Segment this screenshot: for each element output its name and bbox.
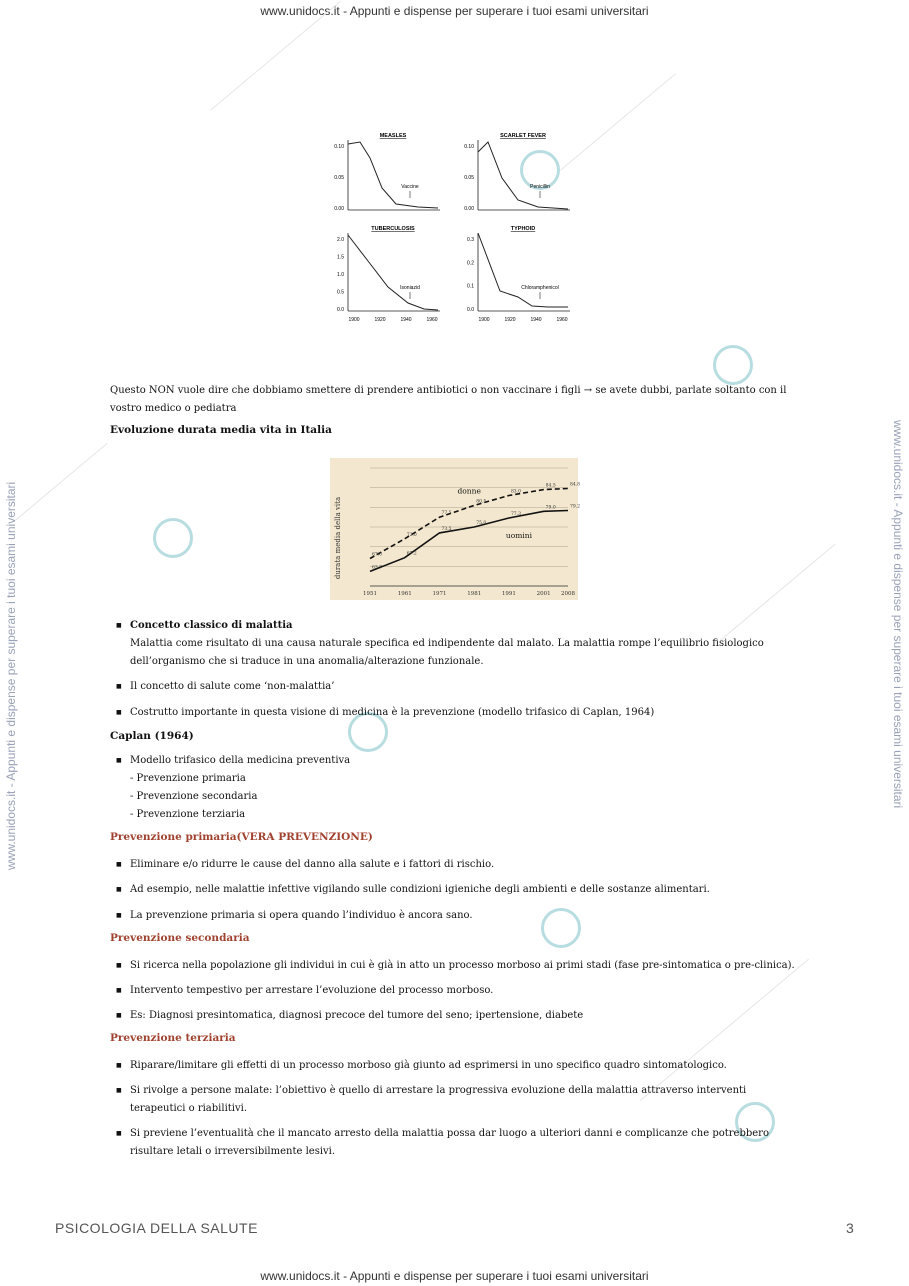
watermark-top: www.unidocs.it - Appunti e dispense per superare i tuoi esami universitari xyxy=(260,4,649,18)
heading-prevenzione-secondaria: Prevenzione secondaria xyxy=(110,932,250,944)
panel-y-tick: 0.00 xyxy=(464,206,474,212)
bullet-concetto xyxy=(130,617,800,671)
x-tick-label: 2008 xyxy=(561,591,575,597)
x-tick-label: 1991 xyxy=(501,591,516,597)
panel-y-tick: 0.2 xyxy=(467,260,474,267)
y-axis-label: durata media della vita xyxy=(334,496,342,580)
heading-prevenzione-primaria: Prevenzione primaria(VERA PREVENZIONE) xyxy=(110,831,373,843)
panel-y-tick: 0.3 xyxy=(467,237,474,243)
heading-evoluzione: Evoluzione durata media vita in Italia xyxy=(110,424,332,436)
bullet-non-malattia: ■ Il concetto di salute come ‘non-malattia’ xyxy=(130,678,800,696)
panel-y-tick: 0.1 xyxy=(467,283,474,290)
panel-x-tick: 1940 xyxy=(400,317,412,323)
x-tick-label: 1971 xyxy=(432,591,447,597)
panel-x-tick: 1900 xyxy=(348,317,360,323)
data-label: 77.5 xyxy=(441,511,452,517)
watermark-logo xyxy=(153,518,193,558)
watermark-side-left: www.unidocs.it - Appunti e dispense per superare i tuoi esami universitari xyxy=(4,481,18,870)
panel-x-tick: 1940 xyxy=(530,317,542,323)
panel-y-tick: 0.10 xyxy=(464,144,474,150)
panel-y-tick: 0.05 xyxy=(334,175,344,181)
watermark-line xyxy=(640,959,809,1101)
bullet-primaria-3: ■ La prevenzione primaria si opera quando l’individuo è ancora sano. xyxy=(130,907,800,925)
sub-secondaria: - Prevenzione secondaria xyxy=(130,791,258,802)
panel-y-tick: 1.0 xyxy=(337,272,344,278)
panel-y-tick: 1.5 xyxy=(337,254,344,261)
data-label: 84.5 xyxy=(545,483,556,489)
panel-x-tick: 1960 xyxy=(426,317,438,323)
panel-annotation: Chloramphenicol xyxy=(521,285,559,291)
series-label-uomini: uomini xyxy=(505,530,532,540)
x-tick-label: 1951 xyxy=(363,591,377,597)
data-label: 77.3 xyxy=(510,511,521,517)
bullet-terziaria-2: ■ Si rivolge a persone malate: l’obiettivo è quello di arrestare la progressiva evoluzione della malattia attraverso interventi terapeutici o riabilitivi. xyxy=(130,1082,800,1118)
intro-paragraph: Questo NON vuole dire che dobbiamo smettere di prendere antibiotici o non vaccinare i figli → se avete dubbi, parlate soltanto con il vostro medico o pediatra xyxy=(110,385,787,414)
panel-title: TYPHOID xyxy=(510,226,536,232)
panel-y-tick: 0.0 xyxy=(337,307,344,313)
watermark-line xyxy=(15,443,108,521)
data-label: 75.0 xyxy=(476,521,487,526)
panel-x-tick: 1920 xyxy=(374,317,386,323)
bullet-concetto-body: Malattia come risultato di una causa naturale specifica ed indipendente dal malato. La malattia rompe l’equilibrio fisiologico dell’organismo che si traduce in una anomalia/alterazione funzionale. xyxy=(130,638,764,667)
heading-caplan: Caplan (1964) xyxy=(110,730,194,742)
bullet-concetto-title: Concetto classico di malattia xyxy=(130,620,293,631)
heading-prevenzione-terziaria: Prevenzione terziaria xyxy=(110,1032,236,1044)
panel-curve xyxy=(478,233,568,307)
footer-course-title: PSICOLOGIA DELLA SALUTE xyxy=(55,1220,258,1236)
panel-y-tick: 0.10 xyxy=(334,144,344,150)
chart-background xyxy=(330,458,581,600)
footer-page-number: 3 xyxy=(846,1220,854,1236)
panel-y-tick: 0.0 xyxy=(467,307,474,313)
panel-y-tick: 0.5 xyxy=(337,289,344,296)
bullet-modello: ■ Modello trifasico della medicina preventiva xyxy=(130,752,800,770)
panel-x-tick: 1920 xyxy=(504,317,516,323)
panel-y-tick: 0.00 xyxy=(334,206,344,212)
watermark-logo xyxy=(713,345,753,385)
data-label: 79.2 xyxy=(570,504,581,510)
data-label: 72.0 xyxy=(406,532,417,538)
panel-curve xyxy=(348,142,438,208)
panel-curve xyxy=(478,142,568,209)
x-tick-label: 2001 xyxy=(536,591,551,597)
life-expectancy-chart xyxy=(330,458,581,600)
bullet-terziaria-1: ■ Riparare/limitare gli effetti di un processo morboso già giunto ad esprimersi in uno specifico quadro sintomatologico. xyxy=(130,1057,800,1075)
bullet-costrutto: ■ Costrutto importante in questa visione di medicina è la prevenzione (modello trifasico di Caplan, 1964) xyxy=(130,704,800,722)
mortality-panel xyxy=(337,226,440,323)
bullet-primaria-1: ■ Eliminare e/o ridurre le cause del danno alla salute e i fattori di rischio. xyxy=(130,856,800,874)
panel-title: TUBERCULOSIS xyxy=(371,226,415,232)
bullet-secondaria-1: ■ Si ricerca nella popolazione gli individui in cui è già in atto un processo morboso ai primi stadi (fase pre-sintomatica o pre-clinica). xyxy=(130,957,800,975)
panel-curve xyxy=(348,235,438,310)
panel-annotation: Isoniazid xyxy=(400,285,420,291)
panel-x-tick: 1900 xyxy=(478,317,490,323)
panel-y-tick: 2.0 xyxy=(337,237,344,243)
mortality-panel xyxy=(464,133,570,212)
bullet-primaria-2: ■ Ad esempio, nelle malattie infettive vigilando sulle condizioni igieniche degli ambienti e delle sostanze alimentari. xyxy=(130,881,800,899)
series-label-donne: donne xyxy=(457,486,481,496)
data-label: 67.2 xyxy=(406,551,417,557)
bullet-secondaria-3: ■ Es: Diagnosi presintomatica, diagnosi precoce del tumore del seno; ipertensione, diabete xyxy=(130,1007,800,1025)
data-label: 63.7 xyxy=(372,565,383,571)
panel-x-tick: 1960 xyxy=(556,317,568,323)
bullet-terziaria-3: ■ Si previene l’eventualità che il mancato arresto della malattia possa dar luogo a ulteriori danni e complicanze che potrebbero risultare letali o irreversibilmente lesivi. xyxy=(130,1125,800,1161)
mortality-panel xyxy=(467,226,570,323)
watermark-side-right: www.unidocs.it - Appunti e dispense per superare i tuoi esami universitari xyxy=(891,420,905,809)
x-tick-label: 1961 xyxy=(397,591,412,597)
sub-terziaria: - Prevenzione terziaria xyxy=(130,809,246,820)
data-label: 79.0 xyxy=(545,505,556,511)
watermark-bottom: www.unidocs.it - Appunti e dispense per superare i tuoi esami universitari xyxy=(260,1269,649,1283)
bullet-secondaria-2: ■ Intervento tempestivo per arrestare l’evoluzione del processo morboso. xyxy=(130,982,800,1000)
mortality-panel xyxy=(334,133,440,212)
panel-annotation: Penicillin xyxy=(530,184,550,190)
panel-y-tick: 0.05 xyxy=(464,175,474,181)
sub-primaria: - Prevenzione primaria xyxy=(130,773,246,784)
data-label: 73.5 xyxy=(441,526,452,532)
mortality-decline-figure xyxy=(318,128,578,333)
data-label: 80.5 xyxy=(476,499,487,505)
x-tick-label: 1981 xyxy=(467,591,482,597)
panel-annotation: Vaccine xyxy=(401,184,419,190)
data-label: 84.8 xyxy=(570,482,581,488)
panel-title: MEASLES xyxy=(379,133,407,139)
panel-title: SCARLET FEVER xyxy=(500,133,546,139)
data-label: 83.0 xyxy=(510,489,521,495)
data-label: 67.0 xyxy=(372,552,383,558)
